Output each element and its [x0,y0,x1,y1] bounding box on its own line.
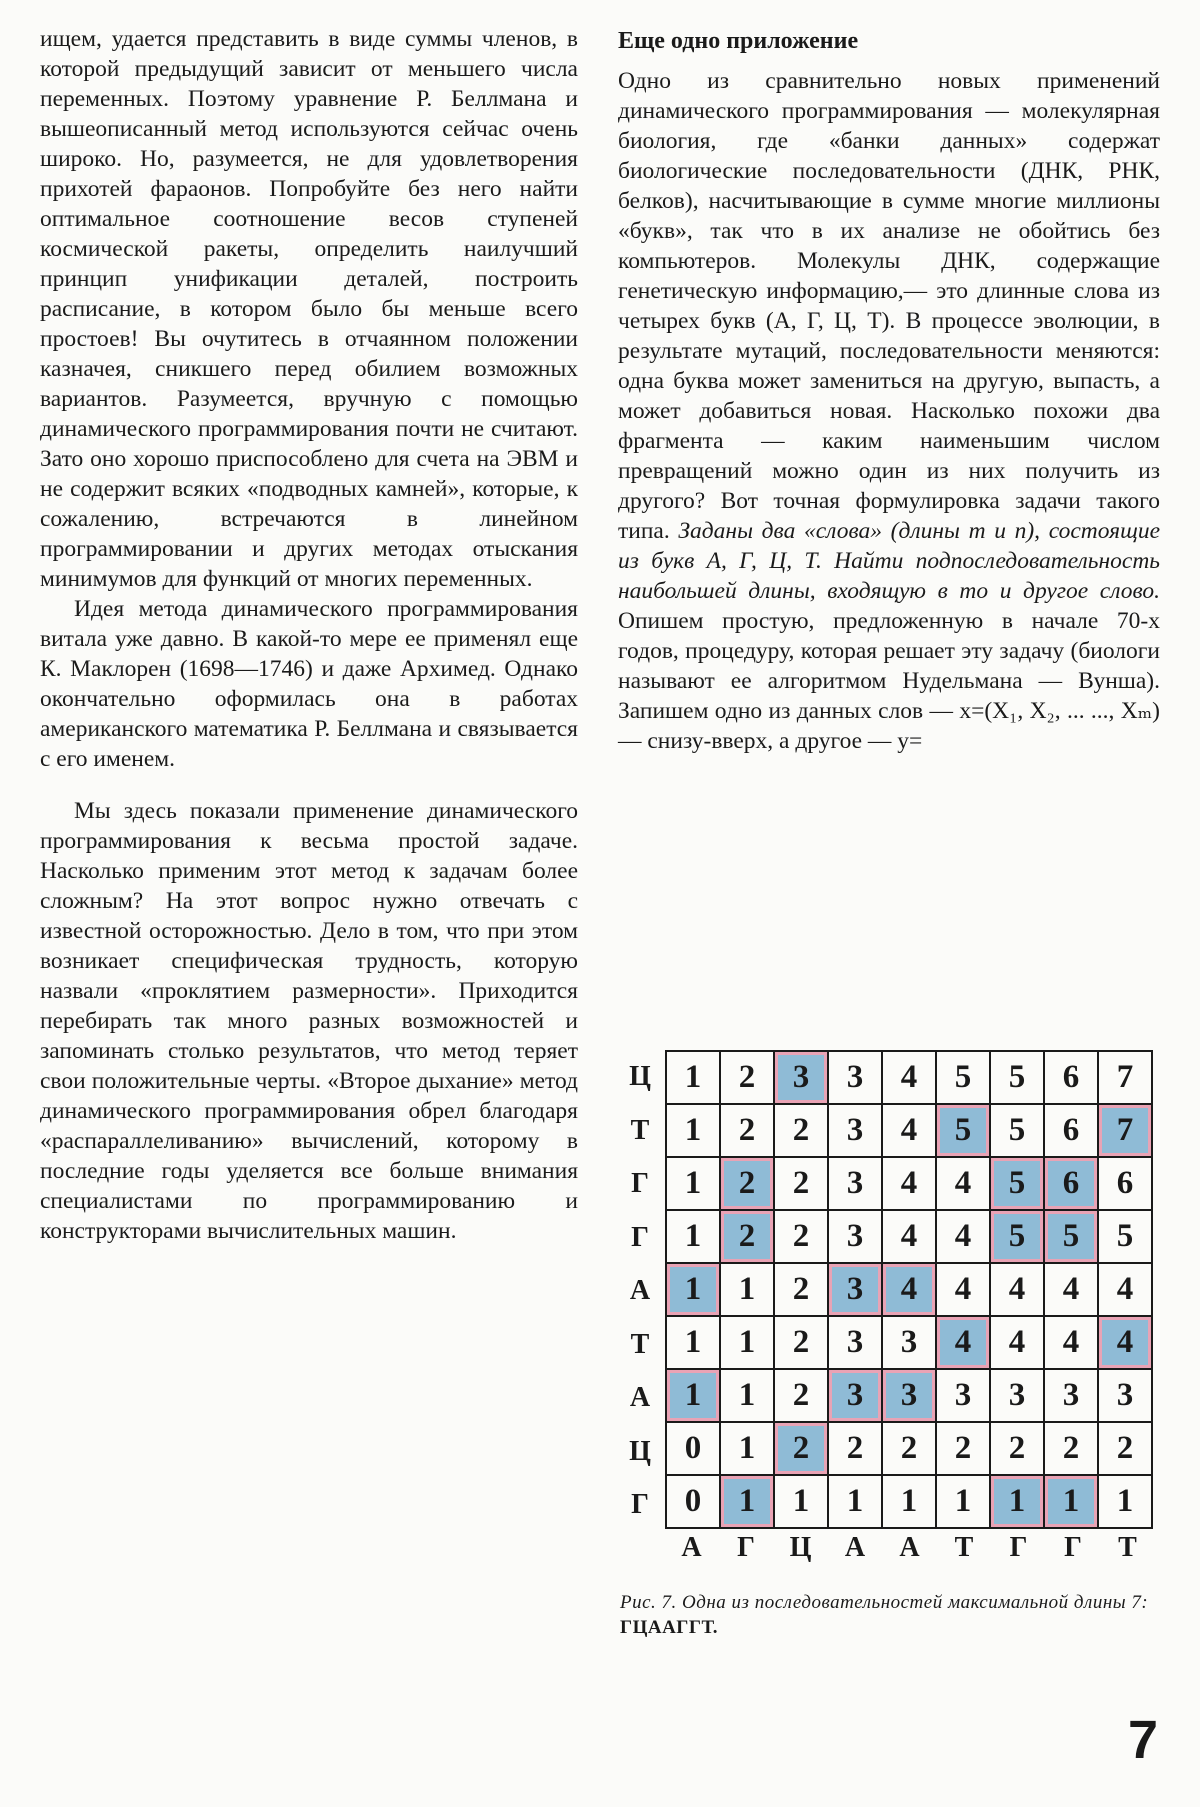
grid-cell: 1 [1098,1475,1152,1528]
grid-cell: 4 [1044,1263,1098,1316]
row-label: Г [631,1168,649,1199]
grid-cell: 2 [828,1422,882,1475]
figure-caption [620,1590,1160,1640]
grid-row [666,1263,1152,1316]
grid-wrap [620,1050,1160,1563]
section-heading: Еще одно приложение [618,28,859,54]
grid-cell: 1 [720,1263,774,1316]
caption-sequence: ГЦААГГТ. [620,1617,719,1638]
grid-cell: 4 [990,1316,1044,1369]
grid-cell: 2 [774,1104,828,1157]
grid-cell: 1 [990,1475,1044,1528]
row-label: Г [631,1221,649,1253]
grid-cell: 7 [1098,1051,1152,1104]
column-label: Ц [789,1532,812,1563]
grid-cell: 2 [774,1316,828,1369]
column-label: А [899,1532,920,1563]
grid-cell: 5 [990,1104,1044,1157]
grid-cell: 3 [828,1369,882,1422]
grid-cell: 3 [936,1369,990,1422]
grid-cell: 2 [774,1263,828,1316]
grid-cell: 5 [990,1210,1044,1263]
grid-cell: 4 [936,1263,990,1316]
grid-cell: 4 [882,1104,936,1157]
row-label: Ц [629,1061,651,1092]
grid-cell: 2 [720,1104,774,1157]
grid-cell: 3 [828,1104,882,1157]
grid-cell: 4 [990,1263,1044,1316]
grid-cell: 5 [990,1051,1044,1104]
left-paragraph-3: Мы здесь показали применение динамического программирования к весьма простой задаче. Насколько применим этот метод к задачам более сложным? На этот вопрос нужно отвечать с известной осторожностью. Дело в том, что при этом возникает специфическая трудность, которую назвали «проклятием размерности». Приходится перебирать так много разных возможностей и запоминать столько результатов, что метод теряет свои положительные черты. «Второе дыхание» метод динамического программирования обрел благодаря «распараллеливанию» вычислений, которому в последние годы уделяется все больше внимания специалистами по программированию и конструкторами вычислительных машин. [40,798,578,1244]
grid-cell: 7 [1098,1104,1152,1157]
grid-cell: 3 [1098,1369,1152,1422]
grid-cell: 2 [774,1210,828,1263]
left-paragraph-1: ищем, удается представить в виде суммы членов, в которой предыдущий зависит от меньшего числа переменных. Поэтому уравнение Р. Беллмана и вышеописанный метод используются сейчас очень широко. Но, разумеется, не для удовлетворения прихотей фараонов. Попробуйте без него найти оптимальное соотношение весов ступеней космической ракеты, определить наилучший принцип унификации деталей, построить расписание, в котором было бы меньше всего простоев! Вы очутитесь в отчаянном положении казначея, сникшего перед обилием возможных вариантов. Разумеется, вручную с помощью динамического программирования почти не считают. Зато оно хорошо приспособлено для счета на ЭВМ и не содержит всяких «подводных камней», которые, к сожалению, встречаются в линейном программировании и других методах отыскания минимумов для функций от многих переменных. [40,26,578,592]
page-number: 7 [1127,1710,1158,1770]
right-text-start: Одно из сравнительно новых применений динамического программирования — молекулярная биология, где «банки данных» содержат биологические последовательности (ДНК, РНК, белков), насчитывающие в сумме многие миллионы «букв», так что в их анализе не обойтись без компьютеров. Молекулы ДНК, содержащие генетическую информацию,— это длинные слова из четырех букв (А, Г, Ц, Т). В процессе эволюции, в результате мутаций, последовательности меняются: одна буква может замениться на другую, выпасть, а может добавиться новая. Насколько похожи два фрагмента — каким наименьшим числом превращений можно один из них получить из другого? Вот точная формулировка задачи такого типа. [618,68,1160,544]
row-label: Т [630,1114,650,1146]
grid-cell: 3 [1044,1369,1098,1422]
grid-cell: 0 [666,1422,720,1475]
grid-cell: 4 [1098,1263,1152,1316]
grid-row [666,1475,1152,1528]
grid-cell: 4 [882,1157,936,1210]
row-label: А [629,1275,651,1306]
grid-cell: 1 [936,1475,990,1528]
grid-cell: 3 [828,1210,882,1263]
grid-cell: 3 [828,1157,882,1210]
column-label: Г [1064,1532,1082,1563]
grid-cell: 3 [828,1263,882,1316]
grid-cell: 2 [882,1422,936,1475]
grid-cell: 3 [828,1316,882,1369]
grid-cell: 2 [774,1422,828,1475]
grid-cell: 4 [882,1263,936,1316]
grid-cell: 5 [990,1157,1044,1210]
grid-cell: 3 [882,1369,936,1422]
problem-statement: Заданы два «слова» (длины m и n), состоящие из букв А, Г, Ц, Т. Найти подпоследовательность наибольшей длины, входящую в то и другое слово. [618,518,1160,604]
grid-cell: 3 [828,1051,882,1104]
grid-row [666,1157,1152,1210]
grid-cell: 1 [774,1475,828,1528]
grid-cell: 2 [774,1369,828,1422]
left-paragraph-2: Идея метода динамического программирования витала уже давно. В какой-то мере ее применял еще К. Маклорен (1698—1746) и даже Архимед. Однако окончательно оформилась она в работах американского математика Р. Беллмана и связывается с его именем. [40,596,578,772]
lcs-table [665,1050,1153,1529]
grid-cell: 1 [666,1157,720,1210]
grid-cell: 1 [720,1422,774,1475]
grid-cell: 4 [936,1316,990,1369]
grid-cell: 1 [720,1316,774,1369]
grid-cell: 1 [720,1475,774,1528]
right-paragraph-1 [618,66,1160,756]
right-column [618,24,1160,756]
grid-cell: 1 [666,1104,720,1157]
grid-cell: 6 [1098,1157,1152,1210]
caption-text: Рис. 7. Одна из последовательностей максимальной длины 7: [620,1592,1149,1613]
figure-grid [620,1050,1160,1640]
grid-cell: 6 [1044,1157,1098,1210]
grid-cell: 4 [882,1051,936,1104]
grid-row [666,1104,1152,1157]
column-label: Т [954,1532,974,1563]
grid-cell: 1 [1044,1475,1098,1528]
grid-cell: 2 [720,1051,774,1104]
row-label: Ц [629,1435,651,1467]
grid-cell: 5 [936,1104,990,1157]
grid-cell: 6 [1044,1104,1098,1157]
column-label: А [681,1532,702,1563]
grid-cell: 2 [774,1157,828,1210]
grid-cell: 1 [666,1263,720,1316]
grid-cell: 3 [774,1051,828,1104]
grid-cell: 1 [720,1369,774,1422]
column-label: Т [1118,1532,1137,1563]
column-label: Г [737,1532,755,1563]
grid-cell: 3 [882,1316,936,1369]
grid-cell: 1 [666,1210,720,1263]
grid-row [666,1422,1152,1475]
grid-cell: 4 [936,1157,990,1210]
right-text-end: Опишем простую, предложенную в начале 70-х годов, процедуру, которая решает эту задачу (биологи называют ее алгоритмом Нудельмана — Вунша). Запишем одно из данных слов — x=(X₁, X₂, ... ..., Xₘ) — снизу-вверх, а другое — y= [618,608,1160,754]
grid-cell: 1 [666,1369,720,1422]
grid-row [666,1369,1152,1422]
grid-cell: 2 [990,1422,1044,1475]
grid-cell: 1 [666,1316,720,1369]
grid-cell: 4 [936,1210,990,1263]
grid-row [666,1210,1152,1263]
grid-row [666,1051,1152,1104]
grid-cell: 4 [1044,1316,1098,1369]
grid-cell: 5 [936,1051,990,1104]
grid-cell: 1 [666,1051,720,1104]
row-label: А [629,1382,651,1413]
grid-cell: 2 [936,1422,990,1475]
grid-cell: 2 [1098,1422,1152,1475]
grid-cell: 6 [1044,1051,1098,1104]
column-labels [665,1532,1151,1568]
grid-cell: 5 [1098,1210,1152,1263]
grid-cell: 1 [882,1475,936,1528]
grid-cell: 2 [720,1210,774,1263]
grid-cell: 2 [720,1157,774,1210]
grid-cell: 4 [1098,1316,1152,1369]
column-label: Г [1009,1532,1028,1563]
grid-cell: 3 [990,1369,1044,1422]
row-label: Т [630,1328,650,1360]
grid-cell: 4 [882,1210,936,1263]
row-label: Г [631,1489,649,1520]
grid-row [666,1316,1152,1369]
left-column [40,24,578,1246]
grid-cell: 2 [1044,1422,1098,1475]
column-label: А [844,1532,866,1563]
grid-cell: 0 [666,1475,720,1528]
grid-cell: 1 [828,1475,882,1528]
grid-cell: 5 [1044,1210,1098,1263]
